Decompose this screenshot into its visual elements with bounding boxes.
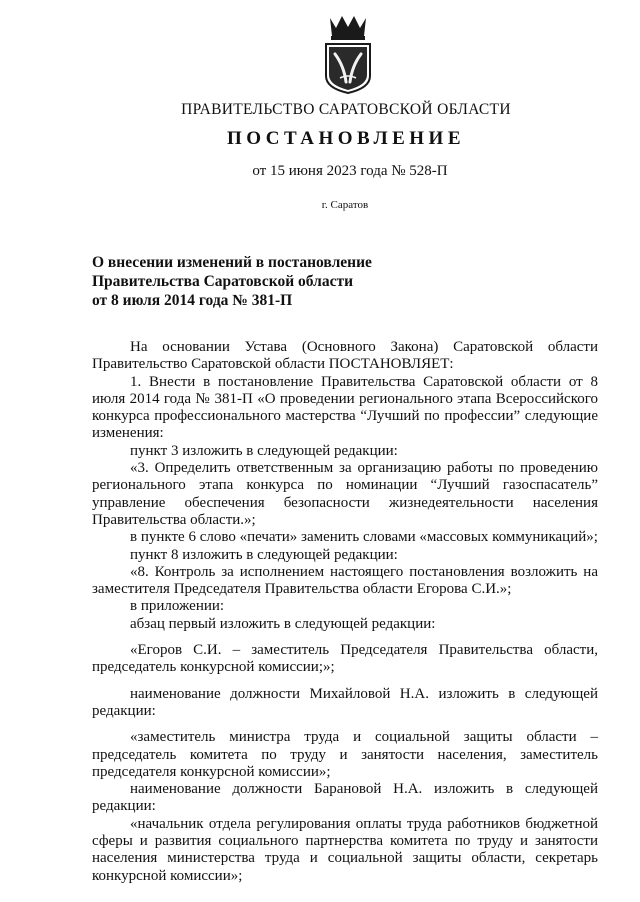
title-line: Правительства Саратовской области	[92, 273, 353, 290]
document-body	[92, 339, 598, 885]
paragraph: На основании Устава (Основного Закона) Саратовской области Правительство Саратовской области ПОСТАНОВЛЯЕТ:	[92, 339, 598, 373]
paragraph: абзац первый изложить в следующей редакции:	[130, 615, 436, 632]
paragraph: пункт 3 изложить в следующей редакции:	[130, 442, 398, 459]
document-type: ПОСТАНОВЛЕНИЕ	[226, 128, 466, 149]
government-name: ПРАВИТЕЛЬСТВО САРАТОВСКОЙ ОБЛАСТИ	[181, 101, 511, 118]
paragraph: в приложении:	[130, 598, 225, 615]
title-line: О внесении изменений в постановление	[92, 254, 372, 271]
paragraph: пункт 8 изложить в следующей редакции:	[130, 546, 398, 563]
document-title	[92, 253, 432, 310]
document-city: г. Саратов	[321, 199, 369, 211]
paragraph: «заместитель министра труда и социальной защиты области – председатель комитета по труду и занятости населения, заместитель председателя конкурсной комиссии»;	[92, 729, 598, 780]
paragraph: «8. Контроль за исполнением настоящего постановления возложить на заместителя Председателя Правительства области Егорова С.И.»;	[92, 563, 598, 598]
paragraph: «начальник отдела регулирования оплаты труда работников бюджетной сферы и развития социального партнерства комитета по труду и занятости населения министерства труда и социальной защиты области, секретарь конкурсной комиссии»;	[92, 815, 598, 884]
title-line: от 8 июля 2014 года № 381-П	[92, 292, 293, 309]
paragraph: «3. Определить ответственным за организацию работы по проведению регионального этапа конкурса по номинации “Лучший газоспасатель” управление обеспечения безопасности жизнедеятельности населения Правительства области.»;	[92, 460, 598, 528]
document-date-number: от 15 июня 2023 года № 528-П	[252, 163, 448, 179]
paragraph: 1. Внести в постановление Правительства Саратовской области от 8 июля 2014 года № 381-П «О проведении регионального этапа Всероссийского конкурса профессионального мастерства “Лучший по профессии” следующие изменения:	[92, 373, 598, 442]
paragraph: в пункте 6 слово «печати» заменить словами «массовых коммуникаций»;	[130, 529, 598, 546]
coat-of-arms-icon	[322, 14, 374, 94]
paragraph: наименование должности Михайловой Н.А. изложить в следующей редакции:	[92, 685, 598, 719]
paragraph: наименование должности Барановой Н.А. изложить в следующей редакции:	[92, 781, 598, 815]
paragraph: «Егоров С.И. – заместитель Председателя Правительства области, председатель конкурсной комиссии;»;	[92, 642, 598, 676]
